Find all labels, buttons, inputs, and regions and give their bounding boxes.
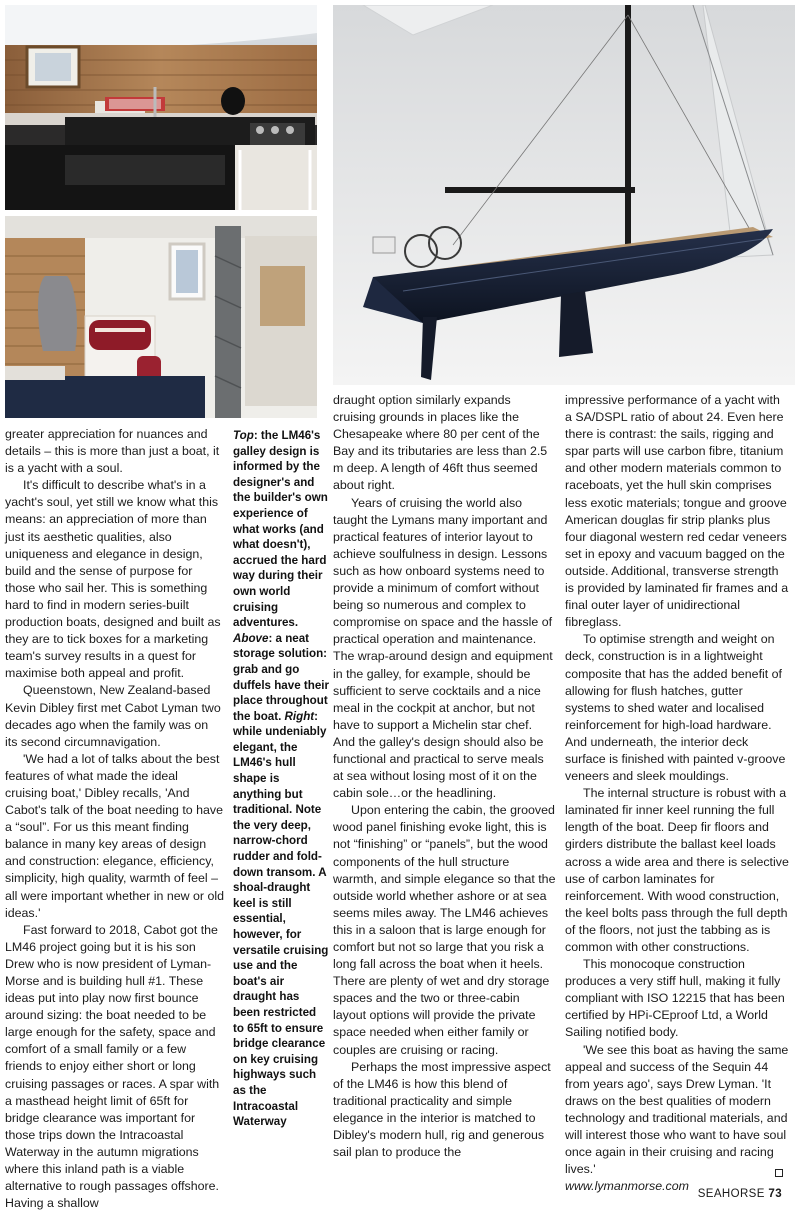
caption-text-above: : a neat storage solution: grab and go duffels have their place throughout the boat. — [233, 631, 329, 723]
caption-text-right: : while undeniably elegant, the LM46's hull shape is anything but traditional. Note the very deep, narrow-chord rudder and fold-down transom. A shoal-draught keel is still essential, however, for versatile cruising use and the boat's air draught has been restricted to 65ft to ensure bridge clearance on key cruising highways such as the Intracoastal Waterway — [233, 709, 329, 1129]
lm46-hull-render — [333, 5, 795, 385]
cabin-interior-photo — [5, 216, 317, 418]
magazine-name: SEAHORSE — [697, 1188, 765, 1200]
galley-interior-photo — [5, 5, 317, 210]
photo-caption — [233, 428, 329, 1130]
body-column-4 — [565, 392, 789, 1195]
col1-paragraph: Queenstown, New Zealand-based Kevin Dibley first met Cabot Lyman two decades ago when the family was on its second circumnavigation. — [5, 683, 221, 749]
col1-paragraph: 'We had a lot of talks about the best features of what made the ideal cruising boat,' Dibley recalls, 'And Cabot's talk of the boat needing to have a “soul”. For us this meant finding balance in many key areas of design and construction: elegance, efficiency, simplicity, high quality, warmth of feel – all were important whether in new or old ideas.' — [5, 751, 225, 920]
body-column-1 — [5, 426, 224, 1212]
col1-paragraph: greater appreciation for nuances and details – this is more than just a boat, it is a yacht with a soul. — [5, 427, 220, 476]
page-footer — [698, 1188, 782, 1200]
cabin-photo-graphic — [5, 216, 317, 418]
col3-paragraph: Upon entering the cabin, the grooved wood panel finishing evoke light, this is not “finishing” or “panels”, but the wood components of the hull structure warmth, and simple elegance so that the outside world whether ashore or at sea seems miles away. The LM46 achieves this in a saloon that is large enough for comfort but not so large that you risk a long fall across the boat when it heels. There are plenty of wet and dry storage spaces and the two or three-cabin layout options will provide the private space needed when either family or couples are cruising or racing. — [333, 803, 556, 1057]
col4-paragraph: impressive performance of a yacht with a SA/DSPL ratio of about 24. Even here there is contrast: the sails, rigging and spar parts will use carbon fibre, titanium and other modern materials common to raceboats, yet the hull skin comprises less exotic materials; tongue and groove American douglas fir strip planks plus four diagonal western red cedar veneers set in epoxy and vacuum bagged on the outside. Additional, transverse strength is provided by laminated fir frames and a final outer layer of unidirectional fibreglass. — [565, 393, 789, 630]
col4-paragraph: The internal structure is robust with a laminated fir inner keel running the full length of the boat. Deep fir floors and girders distribute the ballast keel loads across a wide area and there is selective use of carbon laminates for reinforcement. With wood construction, the keel bolts pass through the full depth of the floors, not just the tabbing as is common with other constructions. — [565, 786, 789, 954]
end-of-article-mark — [775, 1169, 783, 1177]
boat-render-graphic — [333, 5, 795, 385]
col3-paragraph: Years of cruising the world also taught the Lymans many important and practical features of interior layout to achieve soulfulness in design. Lessons such as how onboard systems need to provide a minimum of comfort without being so numerous and complex to compromise on space and the hassle of practical operation and maintenance. The wrap-around design and equipment in the galley, for example, should be sufficient to serve cocktails and a nice meal in the cockpit at anchor, but not have to support a Michelin star chef. And the galley's design should also be functional and practical to serve meals at sea without losing most of it on the cabin sole…or the headlining. — [333, 495, 553, 801]
col3-paragraph: draught option similarly expands cruising grounds in places like the Chesapeake where 80 per cent of the Bay and its tributaries are less than 2.5 m deep. A length of 46ft thus seemed about right. — [333, 393, 548, 493]
caption-text-top: : the LM46's galley design is informed by the designer's and the builder's own experience of what works (and what doesn't), accrued the hard way during their own world cruising adventures. — [233, 429, 328, 630]
col3-paragraph: Perhaps the most impressive aspect of the LM46 is how this blend of traditional practicality and simple elegance in the interior is matched to Dibley's modern hull, rig and generous sail plan to produce the — [333, 1059, 551, 1160]
col4-paragraph: This monocoque construction produces a very stiff hull, making it fully compliant with ISO 12215 that has been certified by HPi-CEproof Ltd, a World Sailing notified body. — [565, 957, 785, 1040]
page-number: 73 — [768, 1188, 782, 1200]
website-link[interactable]: www.lymanmorse.com — [565, 1179, 689, 1194]
caption-lead-above: Above — [233, 631, 269, 645]
caption-lead-top: Top — [233, 429, 254, 442]
galley-photo-graphic — [5, 5, 317, 210]
body-column-3 — [333, 392, 556, 1161]
caption-lead-right: Right — [284, 709, 315, 723]
col1-paragraph: It's difficult to describe what's in a yacht's soul, yet still we know what this means: an appreciation of more than just its aesthetic qualities, also uniqueness and elegance in design, build and the sense of purpose for those who sail her. This is something hard to find in modern series-built production boats, designed and built as they are to tick boxes for a marketing team's survey results in a quest for maximise both appeal and profit. — [5, 478, 221, 681]
col4-paragraph: 'We see this boat as having the same appeal and success of the Sequin 44 from years ago', says Drew Lyman. 'It draws on the best qualities of modern technology and traditional materials, and will interest those who want to have soul once again in their cruising and racing lives.' — [565, 1042, 789, 1177]
col4-paragraph: To optimise strength and weight on deck, construction is in a lightweight composite that has the added benefit of allowing for flush hatches, gutter systems to shed water and localised reinforcement for high-load hardware. And underneath, the interior deck surface is finished with painted v-groove veneers and sleek mouldings. — [565, 632, 786, 784]
col1-paragraph: Fast forward to 2018, Cabot got the LM46 project going but it is his son Drew who is now president of Lyman-Morse and is building hull #1. These ideas put into play now first bounce around sizing: the boat needed to be large enough for the safety, space and comfort of a small family or a few friends to enjoy either short or long cruising passages or races. A spar with a masthead height limit of 65ft for bridge clearance was important for those trips down the Intracoastal Waterway in the autumn migrations where this inland path is a viable alternative to rough passages offshore. Having a shallow — [5, 922, 220, 1211]
